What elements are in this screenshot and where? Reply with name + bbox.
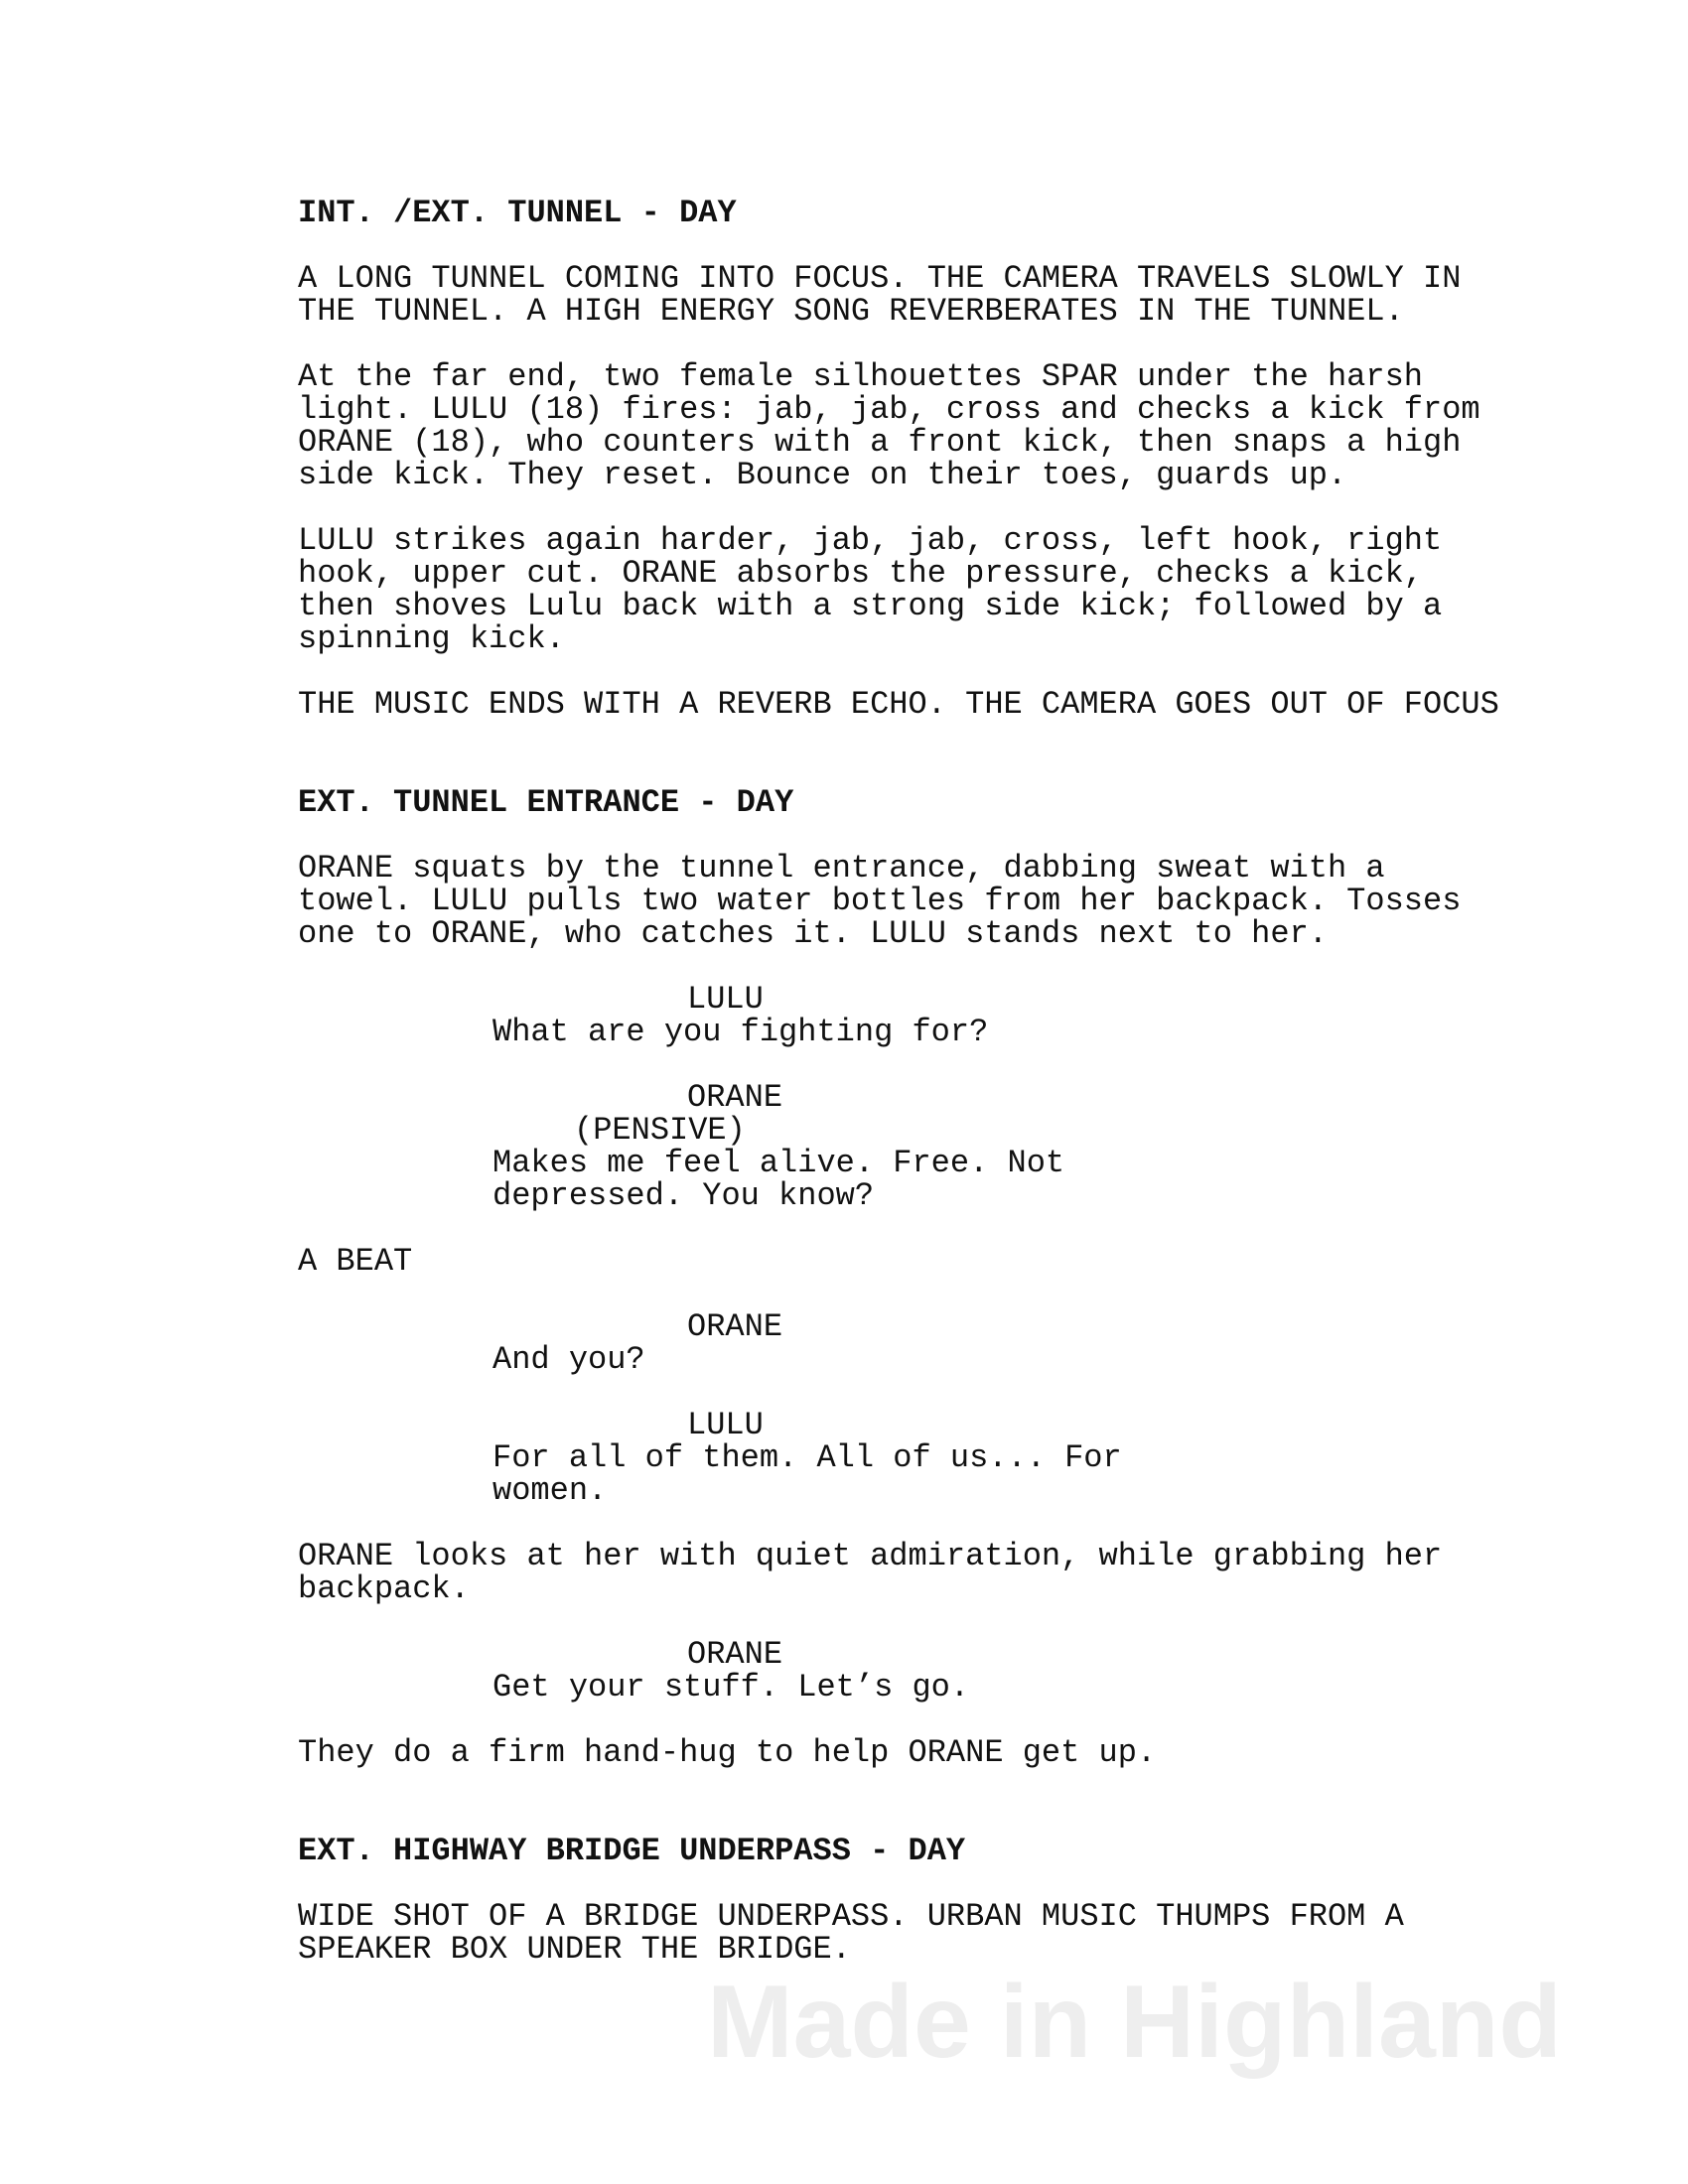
watermark: Made in Highland bbox=[707, 1965, 1562, 2080]
dialogue-line: depressed. You know? bbox=[492, 1177, 875, 1214]
action-line: then shoves Lulu back with a strong side kick; followed by a bbox=[298, 588, 1443, 624]
action-line: ORANE looks at her with quiet admiration, while grabbing her bbox=[298, 1538, 1443, 1574]
action-line: LULU strikes again harder, jab, jab, cross, left hook, right bbox=[298, 522, 1443, 559]
dialogue-line: For all of them. All of us... For bbox=[492, 1439, 1122, 1476]
dialogue-line: Makes me feel alive. Free. Not bbox=[492, 1145, 1065, 1181]
scene-heading: EXT. TUNNEL ENTRANCE - DAY bbox=[298, 784, 794, 821]
character-name: LULU bbox=[687, 981, 764, 1018]
action-line: A LONG TUNNEL COMING INTO FOCUS. THE CAMERA TRAVELS SLOWLY IN bbox=[298, 260, 1462, 297]
action-line: towel. LULU pulls two water bottles from her backpack. Tosses bbox=[298, 883, 1462, 919]
action-line: one to ORANE, who catches it. LULU stands next to her. bbox=[298, 915, 1328, 952]
action-line: THE TUNNEL. A HIGH ENERGY SONG REVERBERATES IN THE TUNNEL. bbox=[298, 293, 1404, 330]
action-line: light. LULU (18) fires: jab, jab, cross and checks a kick from bbox=[298, 391, 1480, 428]
character-name: ORANE bbox=[687, 1636, 783, 1673]
action-line: ORANE squats by the tunnel entrance, dabbing sweat with a bbox=[298, 850, 1385, 887]
action-line: ORANE (18), who counters with a front kick, then snaps a high bbox=[298, 424, 1462, 461]
action-line: THE MUSIC ENDS WITH A REVERB ECHO. THE CAMERA GOES OUT OF FOCUS bbox=[298, 686, 1499, 723]
action-line: A BEAT bbox=[298, 1243, 413, 1280]
dialogue-line: Get your stuff. Let’s go. bbox=[492, 1669, 970, 1706]
scene-heading: INT. /EXT. TUNNEL - DAY bbox=[298, 195, 737, 231]
scene-heading: EXT. HIGHWAY BRIDGE UNDERPASS - DAY bbox=[298, 1833, 966, 1869]
dialogue-line: What are you fighting for? bbox=[492, 1014, 989, 1050]
parenthetical: (PENSIVE) bbox=[574, 1112, 746, 1149]
character-name: ORANE bbox=[687, 1079, 783, 1116]
dialogue-line: women. bbox=[492, 1472, 608, 1509]
action-line: side kick. They reset. Bounce on their toes, guards up. bbox=[298, 457, 1347, 493]
action-line: spinning kick. bbox=[298, 620, 565, 657]
action-line: WIDE SHOT OF A BRIDGE UNDERPASS. URBAN MUSIC THUMPS FROM A bbox=[298, 1898, 1404, 1935]
character-name: LULU bbox=[687, 1407, 764, 1443]
action-line: hook, upper cut. ORANE absorbs the pressure, checks a kick, bbox=[298, 555, 1423, 592]
character-name: ORANE bbox=[687, 1308, 783, 1345]
action-line: backpack. bbox=[298, 1570, 470, 1607]
action-line: At the far end, two female silhouettes SPAR under the harsh bbox=[298, 358, 1423, 395]
dialogue-line: And you? bbox=[492, 1341, 645, 1378]
action-line: SPEAKER BOX UNDER THE BRIDGE. bbox=[298, 1931, 851, 1968]
action-line: They do a firm hand-hug to help ORANE get up. bbox=[298, 1734, 1157, 1771]
